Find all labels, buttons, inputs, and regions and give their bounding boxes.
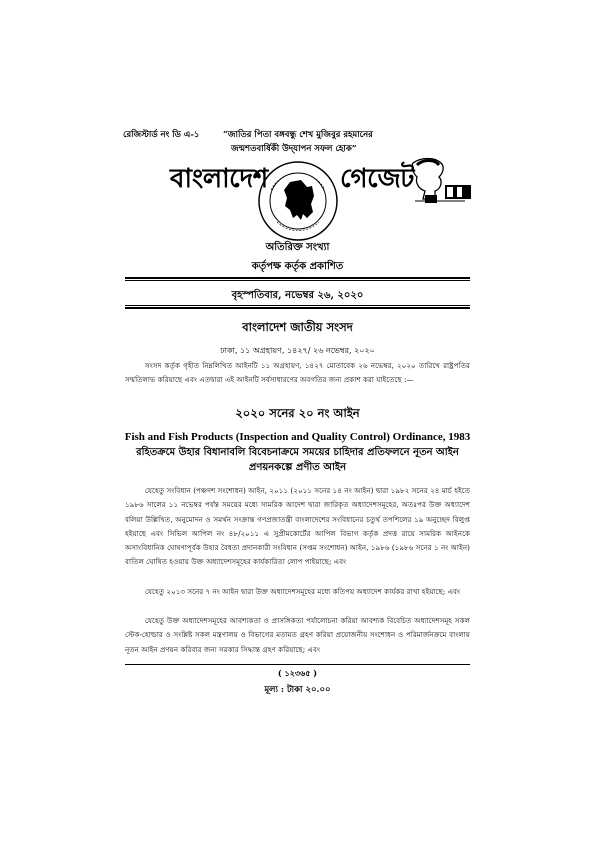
- header-rule-bottom: [125, 307, 470, 309]
- preamble-paragraph-2: যেহেতু ২০১৩ সনের ৭ নং আইন দ্বারা উক্ত অধ্যাদেশসমূহের মধ্যে কতিপয় অধ্যাদেশ কার্যকর রাখা হইয়াছে; এবং: [145, 587, 461, 596]
- published-by-authority: কর্তৃপক্ষ কর্তৃক প্রকাশিত: [251, 261, 344, 272]
- issue-date: বৃহস্পতিবার, নভেম্বর ২৬, ২০২০: [231, 290, 364, 301]
- portrait-sketch-icon: [405, 155, 475, 210]
- gazette-title-left: বাংলাদেশ: [170, 164, 268, 194]
- parliament-heading: বাংলাদেশ জাতীয় সংসদ: [242, 320, 353, 334]
- slogan-line-1: “জাতির পিতা বঙ্গবন্ধু শেখ মুজিবুর রহমানের: [223, 130, 373, 140]
- header-rule-top-thin: [125, 280, 470, 281]
- act-title-english: Fish and Fish Products (Inspection and Quality Control) Ordinance, 1983: [124, 431, 471, 443]
- act-number: ২০২০ সনের ২০ নং আইন: [235, 406, 360, 420]
- slogan-line-2: জন্মশতবার্ষিকী উদ্‌যাপন সফল হোক”: [231, 144, 357, 154]
- act-title-bangla: রহিতক্রমে উহার বিধানাবলি বিবেচনাক্রমে সময়ের চাহিদার প্রতিফলনে নূতন আইন প্রণয়নকল্পে প্রণীত আইন: [136, 447, 459, 473]
- slogan: [223, 128, 413, 156]
- registration-number: রেজিস্টার্ড নং ডি এ-১: [123, 130, 200, 140]
- footer-rule: [125, 664, 470, 665]
- preamble-paragraph-1: যেহেতু সংবিধান (পঞ্চদশ সংশোধন) আইন, ২০১১ (২০১১ সনের ১৪ নং আইন) দ্বারা ১৯৮২ সনের ২৪ মার্চ হইতে ১৯৮৬ সালের ১১ নভেম্বর পর্যন্ত সময়ের মধ্যে সামরিক আদেশ দ্বারা জারিকৃত অধ্যাদেশসমূহের, অতঃপর উক্ত অধ্যাদেশ বলিয়া উল্লিখিত, অনুমোদন ও সমর্থন সংক্রান্ত গণপ্রজাতন্ত্রী বাংলাদেশের সংবিধানের চতুর্থ তপশিলের ১৯ অনুচ্ছেদ বিলুপ্ত হইয়াছে এবং সিভিল আপিল নং ৪৮/২০১১ এ সুপ্রীমকোর্টের আপিল বিভাগ কর্তৃক প্রদত্ত রায়ে সামরিক আইনকে অসাংবিধানিক ঘোষণাপূর্বক উহার বৈধতা প্রদানকারী সংবিধান (সপ্তম সংশোধন) আইন, ১৯৮৬ (১৯৮৬ সনের ১ নং আইন) বাতিল ঘোষিত হওয়ায় উক্ত অধ্যাদেশসমূহের কার্যকারিতা লোপ পাইয়াছে; এবং: [125, 486, 470, 567]
- page-number: ( ১২৩৬৫ ): [277, 668, 318, 678]
- header-rule-bottom-thin: [125, 305, 470, 306]
- intro-paragraph: সংসদ কর্তৃক গৃহীত নিম্নলিখিত আইনটি ১১ অগ্রহায়ণ, ১৪২৭ মোতাবেক ২৬ নভেম্বর, ২০২০ তারিখে রাষ্ট্রপতির সম্মতিলাভ করিয়াছে এবং এতদ্বারা এই আইনটি সর্বসাধারণের অবগতির জন্য প্রকাশ করা যাইতেছে :—: [125, 361, 470, 385]
- price: মূল্য : টাকা ২০.০০: [264, 685, 331, 695]
- government-seal-icon: [257, 160, 339, 242]
- preamble-paragraph-3: যেহেতু উক্ত অধ্যাদেশসমূহের আবশ্যকতা ও প্রাসঙ্গিকতা পর্যালোচনা করিয়া আবশ্যক বিবেচিত অধ্যাদেশসমূহ সকল স্টেক-হোল্ডার ও সংশ্লিষ্ট সকল মন্ত্রণালয় ও বিভাগের মতামত গ্রহণ করিয়া প্রয়োজনীয় সংশোধন ও পরিমার্জনক্রমে বাংলায় নূতন আইন প্রণয়ন করিবার জন্য সরকার সিদ্ধান্ত গ্রহণ করিয়াছে; এবং: [125, 616, 470, 654]
- extraordinary-issue-label: অতিরিক্ত সংখ্যা: [265, 242, 330, 253]
- header-rule-top: [125, 277, 470, 279]
- act-title: [120, 430, 475, 475]
- place-and-date: ঢাকা, ১১ অগ্রহায়ণ, ১৪২৭/ ২৬ নভেম্বর, ২০২০: [220, 346, 375, 355]
- gazette-title-right: গেজেট: [340, 164, 414, 194]
